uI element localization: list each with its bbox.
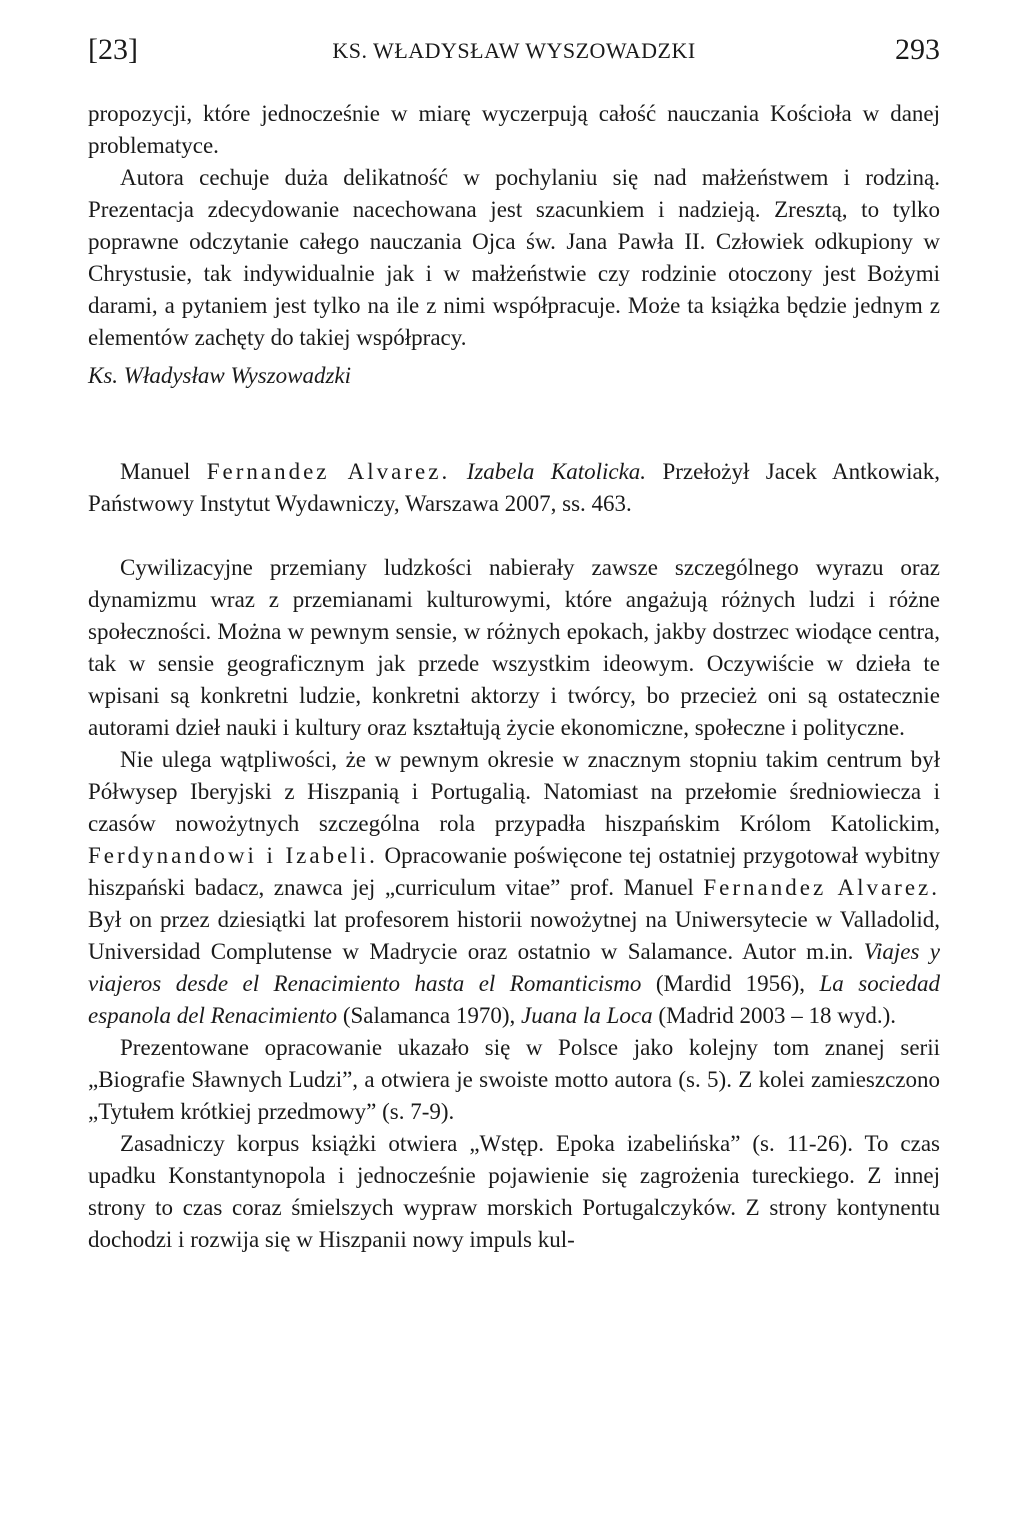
review-2-body <box>88 552 940 1256</box>
citation-line <box>88 456 940 520</box>
p2-book-title-1: Viajes y viajeros desde el Renacimiento hasta el Romanticismo <box>88 939 940 996</box>
p2-book-title-3: Juana la Loca <box>521 1003 653 1028</box>
p2-text-f: (Madrid 2003 – 18 wyd.). <box>658 1003 897 1028</box>
citation-details: Przełożył Jacek Antkowiak, Państwowy Instytut Wydawniczy, Warszawa 2007, ss. 463. <box>88 459 941 516</box>
review-1-signature: Ks. Władysław Wyszowadzki <box>88 363 352 388</box>
review-1-paragraph-2: Autora cechuje duża delikatność w pochylaniu się nad małżeństwem i rodziną. Prezentacja zdecydowanie nacechowana jest szacunkiem i nadzieją. Zresztą, to tylko poprawne odczytanie całego nauczania Ojca św. Jana Pawła II. Człowiek odkupiony w Chrystusie, tak indywidualnie jak i w małżeństwie czy rodzinie otoczony jest Bożymi darami, a pytaniem jest tylko na ile z nimi współpracuje. Może ta książka będzie jednym z elementów zachęty do takiej współpracy. <box>88 165 940 350</box>
citation-title: Izabela Katolicka. <box>466 459 647 484</box>
citation-author-last: Fernandez Alvarez. <box>206 459 451 484</box>
p2-text-d: (Mardid 1956), <box>655 971 806 996</box>
p2-text-a: Nie ulega wątpliwości, że w pewnym okresie w znacznym stopniu takim centrum był Półwysep Iberyjski z Hiszpanią i Portugalią. Natomiast na przełomie średniowiecza i czasów nowożytnych szczególna rola przypadła hiszpańskim Królom Katolickim, <box>88 747 940 836</box>
p2-text-e: (Salamanca 1970), <box>342 1003 516 1028</box>
p2-royal-names: Ferdynandowi i Izabeli. <box>88 843 378 868</box>
p2-author-name: Fernandez Alvarez. <box>703 875 940 900</box>
p2-book-title-2: La sociedad espanola del Renacimiento <box>88 971 941 1028</box>
p2-text-b: Opracowanie poświęcone tej ostatniej przygotował wybitny hiszpański badacz, znawca jej „curriculum vitae” prof. Manuel <box>88 843 941 900</box>
header-bracket-number: [23] <box>88 33 138 66</box>
review-2-paragraph-2 <box>88 744 940 1032</box>
page-number: 293 <box>895 33 940 66</box>
review-1-body <box>88 98 940 392</box>
citation-author-first: Manuel <box>120 459 191 484</box>
review-2-citation <box>88 456 940 520</box>
p2-text-c: Był on przez dziesiątki lat profesorem historii nowożytnej na Uniwersytecie w Valladolid, Universidad Complutense w Madrycie oraz ostatnio w Salamance. Autor m.in. <box>88 907 940 964</box>
review-1-paragraph-1: propozycji, które jednocześnie w miarę wyczerpują całość nauczania Kościoła w danej problematyce. <box>88 101 940 158</box>
review-2-paragraph-3: Prezentowane opracowanie ukazało się w Polsce jako kolejny tom znanej serii „Biografie Sławnych Ludzi”, a otwiera je swoiste motto autora (s. 5). Z kolei zamieszczono „Tytułem krótkiej przedmowy” (s. 7-9). <box>88 1035 940 1124</box>
header-running-title: KS. WŁADYSŁAW WYSZOWADZKI <box>332 38 696 63</box>
review-2-paragraph-4: Zasadniczy korpus książki otwiera „Wstęp. Epoka izabelińska” (s. 11-26). To czas upadku Konstantynopola i jednocześnie pojawienie się zagrożenia tureckiego. Z innej strony to czas coraz śmielszych wypraw morskich Portugalczyków. Z strony kontynentu dochodzi i rozwija się w Hiszpanii nowy impuls kul- <box>88 1131 940 1252</box>
running-header <box>88 30 940 70</box>
review-2-paragraph-1: Cywilizacyjne przemiany ludzkości nabierały zawsze szczególnego wyrazu oraz dynamizmu wraz z przemianami kulturowymi, które angażują różnych ludzi i różne społeczności. Można w pewnym sensie, w różnych epokach, jakby dostrzec wiodące centra, tak w sensie geograficznym jak przede wszystkim ideowym. Oczywiście w dzieła te wpisani są konkretni ludzie, konkretni aktorzy i twórcy, bo przecież oni są ostatecznie autorami dzieł nauki i kultury oraz kształtują życie ekonomiczne, społeczne i polityczne. <box>88 555 940 740</box>
